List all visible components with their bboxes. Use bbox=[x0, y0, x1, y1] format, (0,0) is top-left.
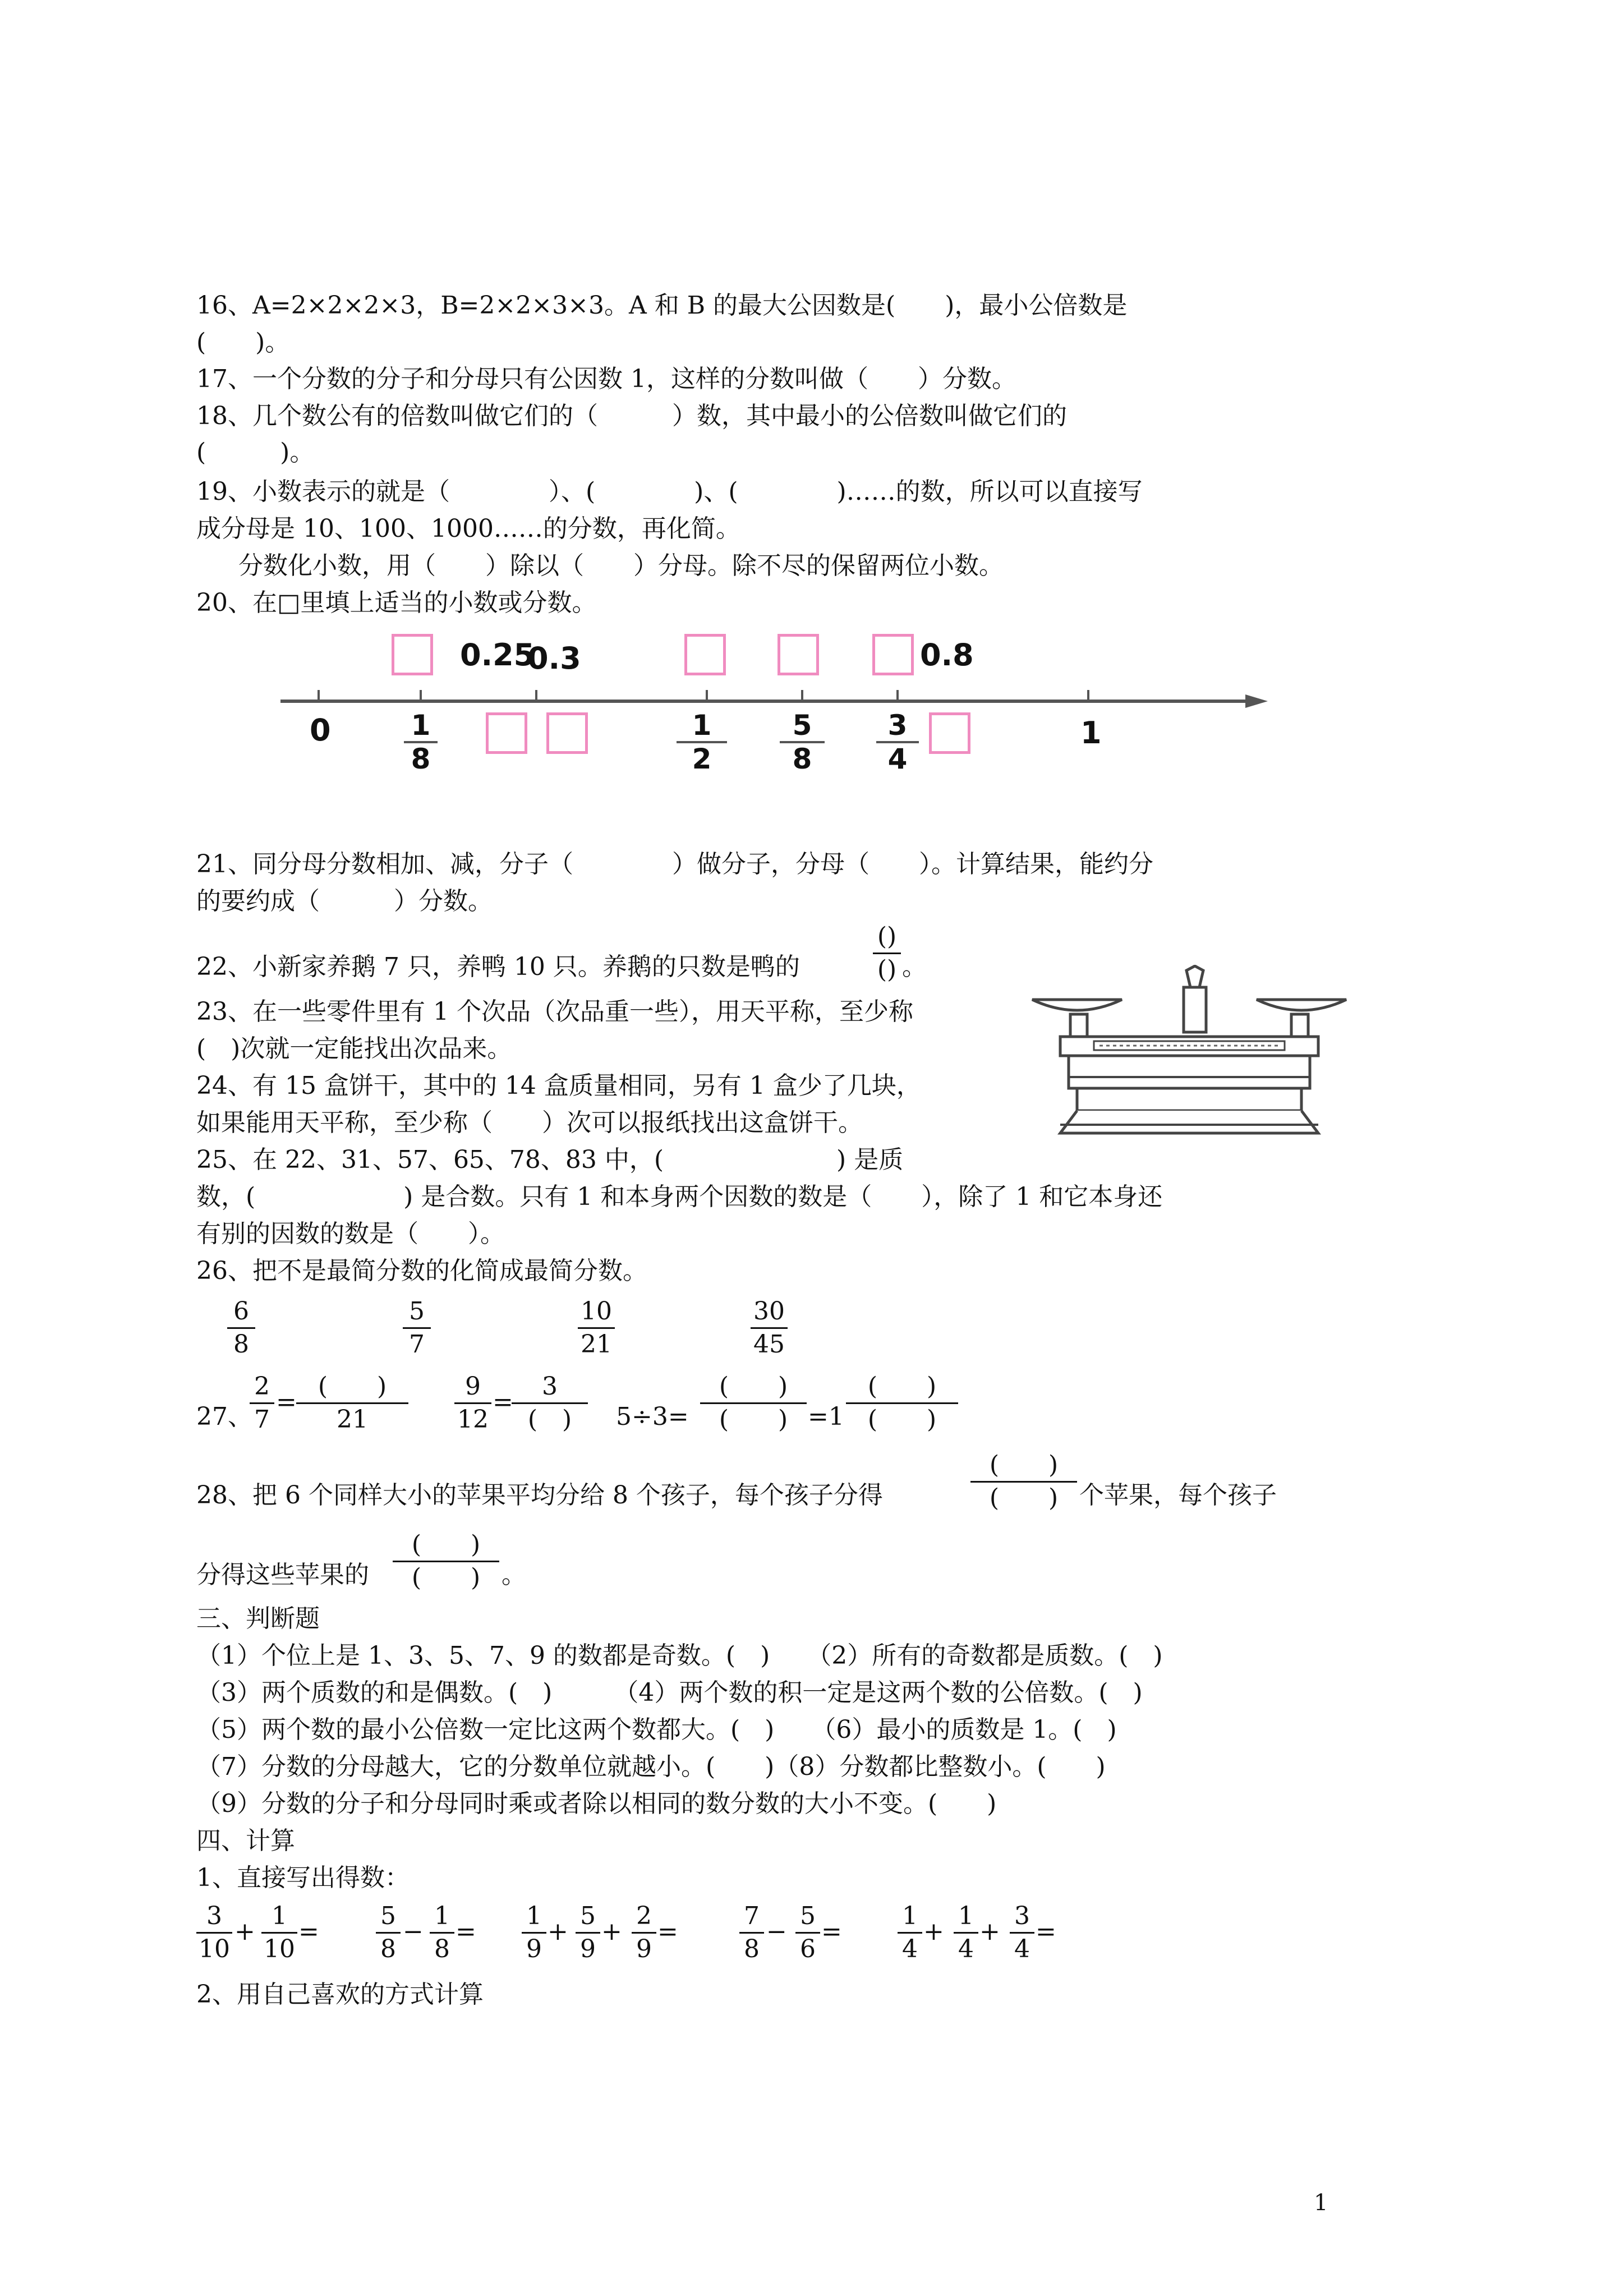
q18-line2: ( )。 bbox=[196, 438, 315, 467]
q27-fraction-e[interactable]: ( ) ( ) bbox=[700, 1371, 807, 1435]
q25-line3: 有别的因数的数是（ ）。 bbox=[196, 1220, 505, 1248]
label-0-3: 0.3 bbox=[527, 641, 581, 676]
q28-end: 。 bbox=[502, 1561, 526, 1589]
answer-box-bottom-1[interactable] bbox=[486, 712, 527, 754]
q22-end: 。 bbox=[902, 953, 927, 981]
answer-box-top-2[interactable] bbox=[684, 634, 726, 675]
q27-fraction-a: 2 7 bbox=[250, 1371, 274, 1435]
label-0-8: 0.8 bbox=[920, 637, 974, 673]
calc-expression-3: 1 9 + 5 9 + 2 9 = bbox=[522, 1901, 701, 1979]
q26-fraction-1: 6 8 bbox=[227, 1296, 255, 1360]
q21-line1: 21、同分母分数相加、减，分子（ ）做分子，分母（ ）。计算结果，能约分 bbox=[196, 850, 1153, 878]
q25-line1: 25、在 22、31、57、65、78、83 中，( ) 是质 bbox=[196, 1145, 904, 1174]
q26-fraction-2: 5 7 bbox=[403, 1296, 431, 1360]
q28-line2: 分得这些苹果的 bbox=[196, 1561, 369, 1589]
judge-row-3: （5）两个数的最小公倍数一定比这两个数都大。( ) （6）最小的质数是 1。( ) bbox=[196, 1715, 1117, 1744]
label-zero: 0 bbox=[310, 712, 331, 748]
calc-expression-2: 5 8 − 1 8 = bbox=[376, 1901, 516, 1979]
q27-eq2: = bbox=[493, 1388, 513, 1416]
q23-line2: ( )次就一定能找出次品来。 bbox=[196, 1034, 512, 1063]
q28-fraction-2[interactable]: ( ) ( ) bbox=[393, 1529, 499, 1594]
judge-row-2: （3）两个质数的和是偶数。( ) （4）两个数的积一定是这两个数的公倍数。( ) bbox=[196, 1678, 1143, 1707]
q19-line2: 成分母是 10、100、1000……的分数，再化简。 bbox=[196, 514, 740, 543]
q21-line2: 的要约成（ ）分数。 bbox=[196, 887, 493, 915]
page-number: 1 bbox=[1314, 2190, 1328, 2216]
calc-expression-1: 3 10 + 1 10 = bbox=[196, 1901, 365, 1979]
nl-fraction-3-4: 3 4 bbox=[876, 710, 919, 775]
q27-eq3: =1 bbox=[808, 1402, 844, 1431]
q27-fraction-b[interactable]: ( ) 21 bbox=[296, 1371, 408, 1435]
q24-line2: 如果能用天平称，至少称（ ）次可以报纸找出这盒饼干。 bbox=[196, 1108, 863, 1137]
answer-box-bottom-3[interactable] bbox=[929, 712, 970, 754]
answer-box-bottom-2[interactable] bbox=[546, 712, 588, 754]
balance-scale-illustration bbox=[1027, 965, 1352, 1144]
label-one: 1 bbox=[1080, 715, 1102, 751]
q26-fraction-4: 30 45 bbox=[751, 1296, 788, 1360]
q26-fraction-3: 10 21 bbox=[578, 1296, 615, 1360]
judge-row-1: （1）个位上是 1、3、5、7、9 的数都是奇数。( ) （2）所有的奇数都是质数。( ) bbox=[196, 1641, 1163, 1670]
q19-line1: 19、小数表示的就是（ ）、( )、( )……的数，所以可以直接写 bbox=[196, 477, 1143, 506]
answer-box-top-1[interactable] bbox=[392, 634, 433, 675]
q22-text: 22、小新家养鹅 7 只，养鸭 10 只。养鹅的只数是鸭的 bbox=[196, 953, 800, 981]
section4-title: 四、计算 bbox=[196, 1826, 295, 1855]
q26-line: 26、把不是最简分数的化简成最简分数。 bbox=[196, 1257, 647, 1285]
section3-title: 三、判断题 bbox=[196, 1604, 320, 1633]
q27-label: 27、 bbox=[196, 1402, 252, 1431]
calc1-title: 1、直接写出得数： bbox=[196, 1864, 410, 1892]
q28-fraction-1[interactable]: ( ) ( ) bbox=[970, 1450, 1077, 1514]
calc-expression-5: 1 4 + 1 4 + 3 4 = bbox=[898, 1901, 1077, 1979]
judge-row-4: （7）分数的分母越大，它的分数单位就越小。( )（8）分数都比整数小。( ) bbox=[196, 1752, 1106, 1781]
q27-fraction-d[interactable]: 3 ( ) bbox=[512, 1371, 588, 1435]
judge-row-5: （9）分数的分子和分母同时乘或者除以相同的数分数的大小不变。( ) bbox=[196, 1789, 997, 1818]
nl-fraction-5-8: 5 8 bbox=[780, 710, 825, 775]
label-0-25: 0.25 bbox=[460, 637, 535, 673]
q27-division: 5÷3= bbox=[616, 1402, 689, 1431]
q19-line3: 分数化小数，用（ ）除以（ ）分母。除不尽的保留两位小数。 bbox=[238, 551, 1004, 580]
answer-box-top-3[interactable] bbox=[778, 634, 819, 675]
q20-line: 20、在□里填上适当的小数或分数。 bbox=[196, 588, 597, 617]
q28-text: 28、把 6 个同样大小的苹果平均分给 8 个孩子，每个孩子分得 bbox=[196, 1481, 883, 1510]
q27-eq1: = bbox=[276, 1388, 297, 1416]
q28-mid: 个苹果，每个孩子 bbox=[1079, 1481, 1277, 1510]
q25-line2: 数，( ) 是合数。只有 1 和本身两个因数的数是（ ），除了 1 和它本身还 bbox=[196, 1182, 1163, 1211]
calc-expression-4: 7 8 − 5 6 = bbox=[739, 1901, 880, 1979]
nl-fraction-1-2: 1 2 bbox=[677, 710, 727, 775]
q16-line1: 16、A=2×2×2×3，B=2×2×3×3。A 和 B 的最大公因数是( )，最小公倍数是 bbox=[196, 291, 1128, 320]
q24-line1: 24、有 15 盒饼干，其中的 14 盒质量相同，另有 1 盒少了几块， bbox=[196, 1071, 921, 1100]
q18-line1: 18、几个数公有的倍数叫做它们的（ ）数，其中最小的公倍数叫做它们的 bbox=[196, 402, 1067, 430]
number-line-figure bbox=[269, 623, 1279, 802]
calc2-title: 2、用自己喜欢的方式计算 bbox=[196, 1980, 484, 2009]
nl-fraction-1-8: 1 8 bbox=[404, 710, 438, 775]
q27-fraction-c: 9 12 bbox=[454, 1371, 491, 1435]
q27-fraction-f[interactable]: ( ) ( ) bbox=[846, 1371, 958, 1435]
q17-line: 17、一个分数的分子和分母只有公因数 1，这样的分数叫做（ ）分数。 bbox=[196, 365, 1016, 393]
q23-line1: 23、在一些零件里有 1 个次品（次品重一些），用天平称，至少称 bbox=[196, 997, 913, 1026]
q22-fraction[interactable]: () () bbox=[873, 921, 901, 986]
q16-line2: ( )。 bbox=[196, 328, 290, 357]
answer-box-top-4[interactable] bbox=[872, 634, 914, 675]
